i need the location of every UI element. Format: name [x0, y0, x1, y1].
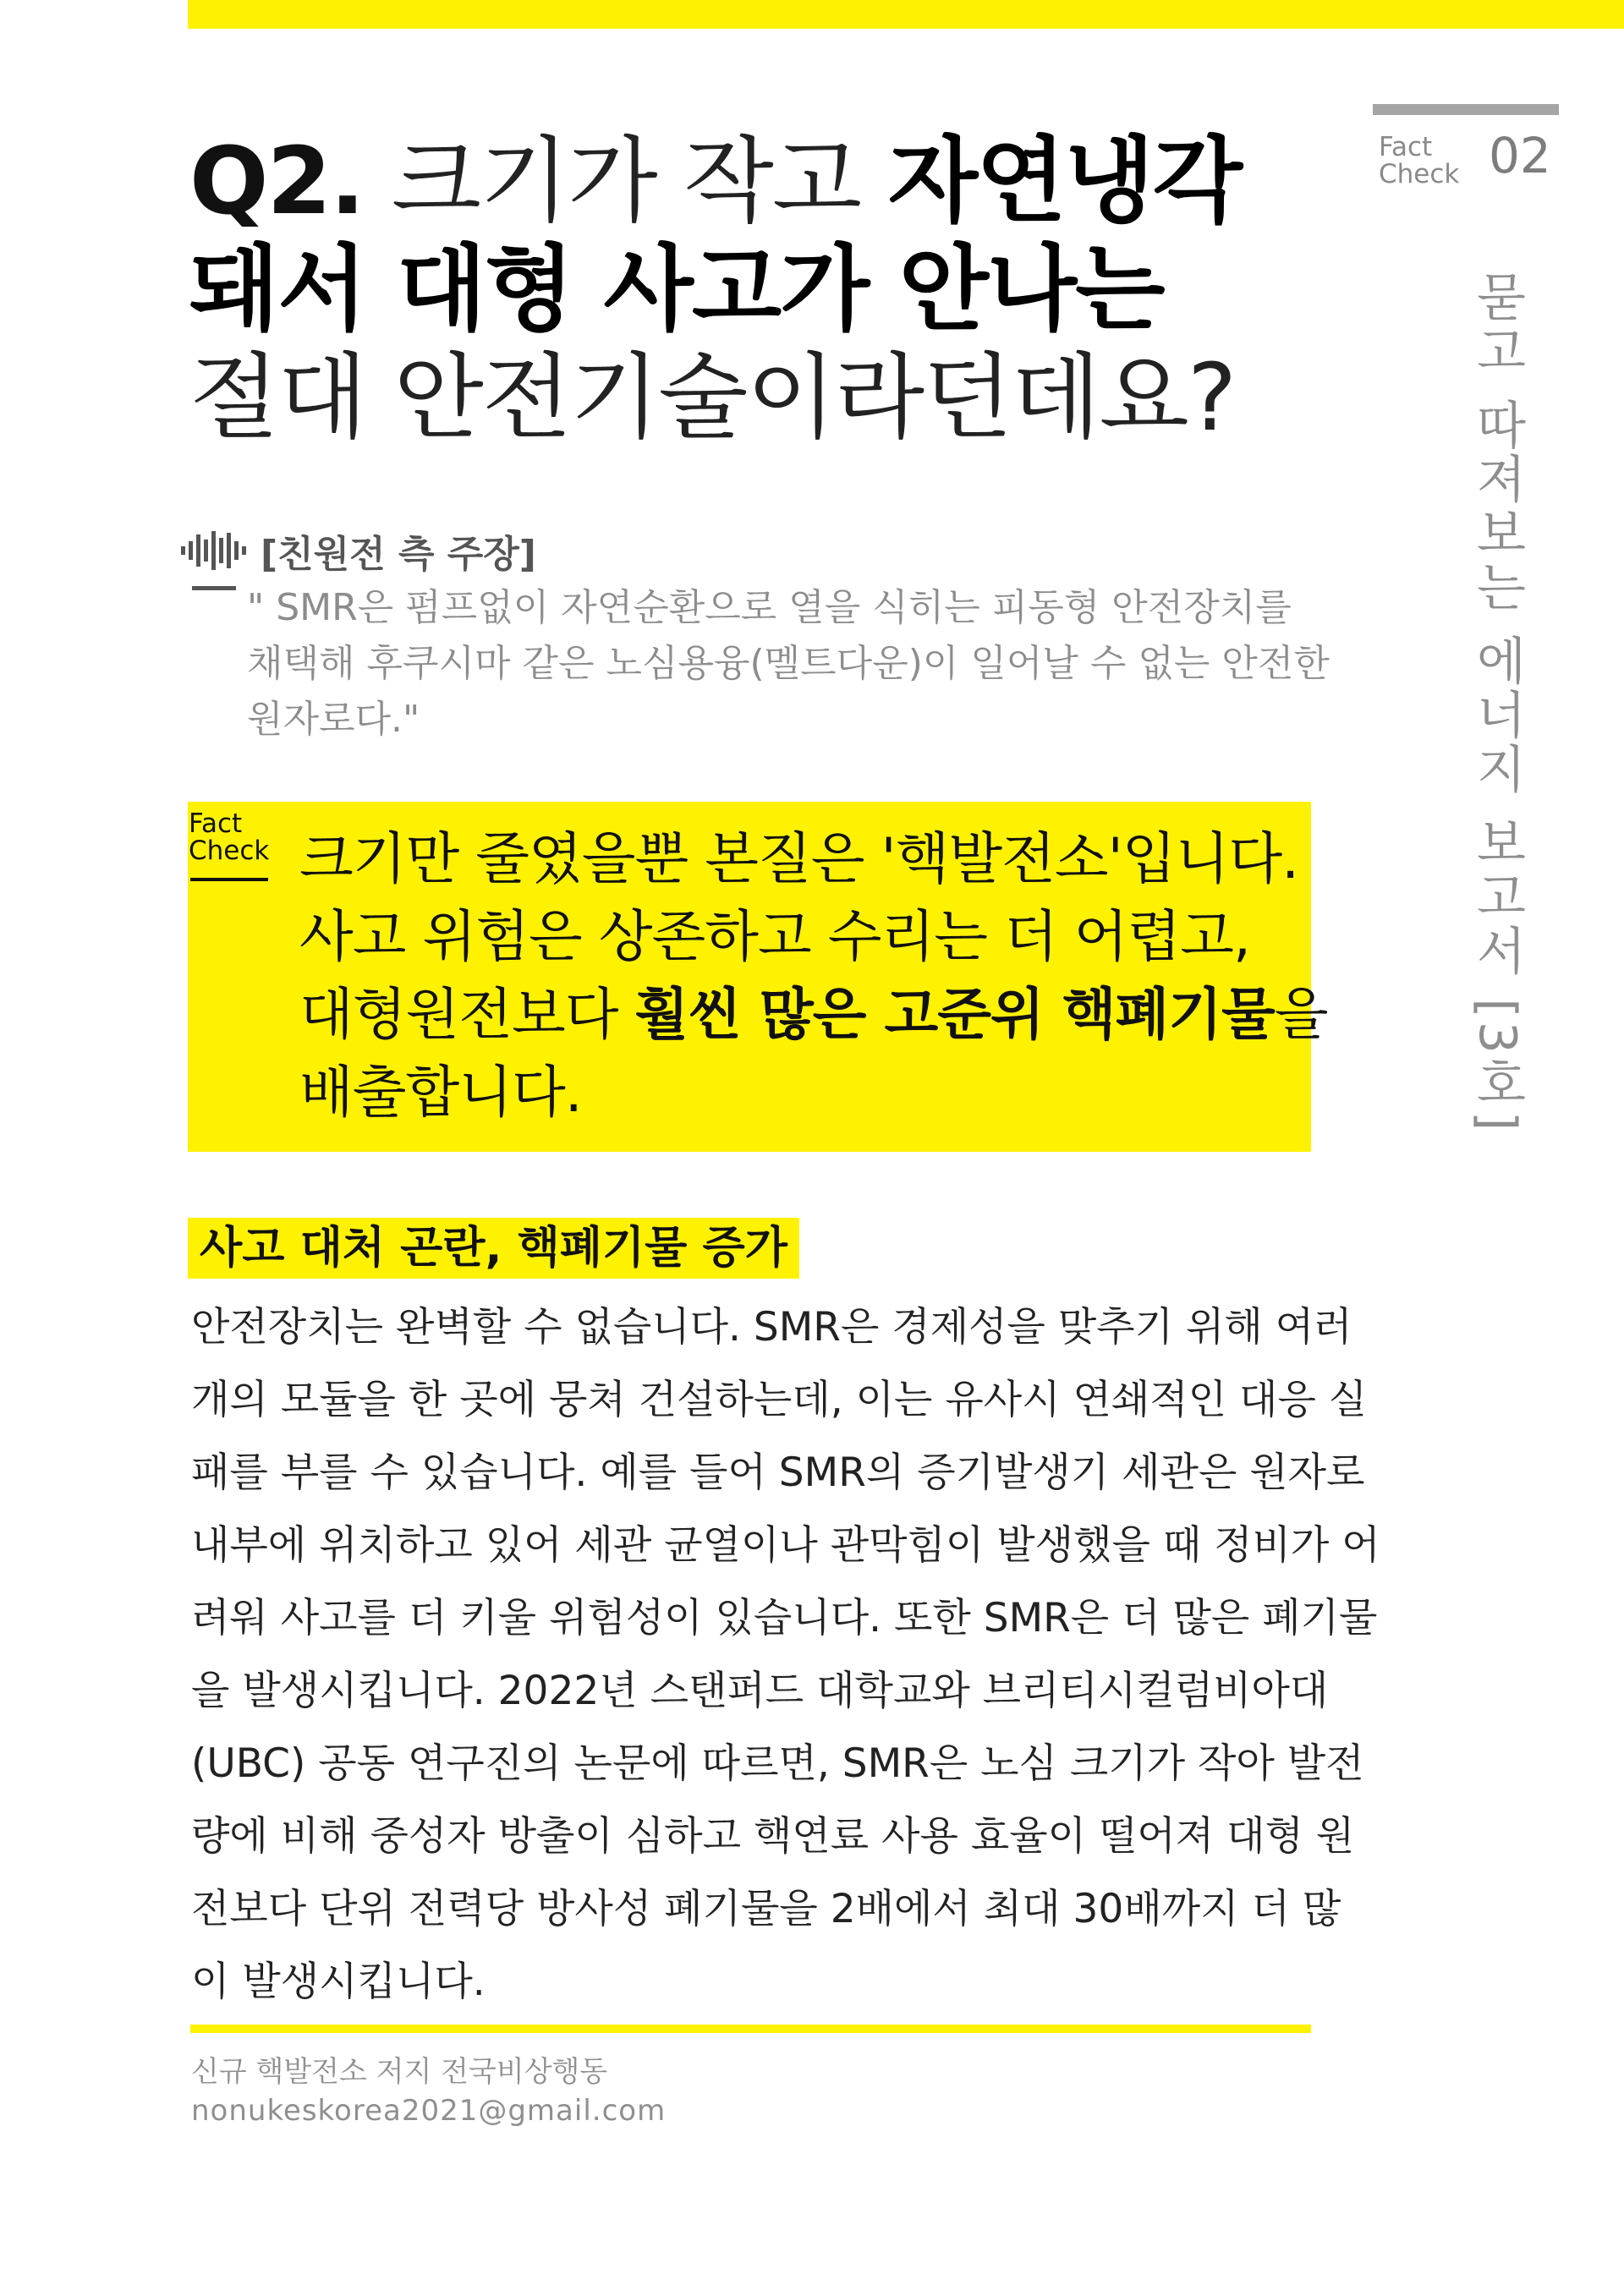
- title-line-1-bold: 자연냉각: [888, 127, 1242, 235]
- section-title: 사고 대처 곤란, 핵폐기물 증가: [188, 1218, 799, 1279]
- fact-check-underline: [190, 878, 268, 881]
- footer-organization: 신규 핵발전소 저지 전국비상행동: [191, 2055, 608, 2089]
- body-line: 전보다 단위 전력당 방사성 폐기물을 2배에서 최대 30배까지 더 많: [191, 1886, 1341, 1932]
- section-body: [191, 1291, 1380, 2019]
- claim-header: [179, 527, 536, 574]
- header-fact-label: Fact: [1379, 132, 1433, 162]
- footer-email: nonukeskorea2021@gmail.com: [191, 2094, 667, 2128]
- body-line: 안전장치는 완벽할 수 없습니다. SMR은 경제성을 맞추기 위해 여러: [191, 1304, 1352, 1351]
- body-line: 패를 부를 수 있습니다. 예를 들어 SMR의 증기발생기 세관은 원자로: [191, 1449, 1365, 1496]
- fact-check-text: [299, 820, 1328, 1132]
- body-line: (UBC) 공동 연구진의 논문에 따르면, SMR은 노심 크기가 작아 발전: [191, 1740, 1364, 1787]
- title-line-1: [189, 127, 1357, 235]
- sound-wave-icon: [179, 529, 249, 572]
- page-number: 02: [1489, 127, 1551, 184]
- fact-line-3: [299, 976, 1328, 1054]
- fact-label-check: Check: [189, 836, 270, 866]
- body-line: 이 발생시킵니다.: [191, 1959, 486, 2005]
- fact-check-label: [189, 810, 269, 864]
- claim-title: [친원전 측 주장]: [261, 533, 536, 576]
- fact-line-3-bold: 훨씬 많은 고준위 핵폐기물: [634, 982, 1275, 1047]
- body-line: 개의 모듈을 한 곳에 뭉쳐 건설하는데, 이는 유사시 연쇄적인 대응 실: [191, 1377, 1368, 1423]
- fact-line-4: 배출합니다.: [299, 1060, 582, 1125]
- header-check-label: Check: [1379, 159, 1460, 189]
- bottom-rule: [190, 2025, 1311, 2033]
- fact-line-3-normal: 대형원전보다: [299, 982, 635, 1047]
- title-line-2: 돼서 대형 사고가 안나는: [189, 235, 1164, 343]
- title-line-3: 절대 안전기술이라던데요?: [189, 343, 1236, 452]
- fact-line-3-end: 을: [1274, 982, 1328, 1047]
- body-line: 을 발생시킵니다. 2022년 스탠퍼드 대학교와 브리티시컬럼비아대: [191, 1668, 1329, 1714]
- fact-line-1: 크기만 줄였을뿐 본질은 '핵발전소'입니다.: [299, 826, 1299, 891]
- page-title: [189, 127, 1357, 452]
- body-line: 내부에 위치하고 있어 세관 균열이나 관막힘이 발생했을 때 정비가 어: [191, 1522, 1380, 1569]
- body-line: 려워 사고를 더 키울 위험성이 있습니다. 또한 SMR은 더 많은 폐기물: [191, 1595, 1378, 1641]
- series-title: 묻고 따져보는 에너지 보고서 [3호]: [1468, 271, 1527, 1135]
- claim-dash: [192, 586, 236, 590]
- body-line: 량에 비해 중성자 방출이 심하고 핵연료 사용 효율이 떨어져 대형 원: [191, 1813, 1355, 1860]
- claim-quote: " SMR은 펌프없이 자연순환으로 열을 식히는 피동형 안전장치를 채택해 후쿠시마 같은 노심용융(멜트다운)이 일어날 수 없는 안전한 원자로다.": [247, 586, 1330, 741]
- title-line-1-light: 크기가 작고: [363, 127, 889, 235]
- header-fact-check-label: [1379, 134, 1472, 188]
- header-rule: [1373, 104, 1559, 115]
- top-accent-bar: [188, 0, 1624, 29]
- fact-line-2: 사고 위험은 상존하고 수리는 더 어렵고,: [299, 904, 1250, 969]
- fact-label-fact: Fact: [189, 808, 243, 839]
- question-number: Q2.: [189, 127, 364, 235]
